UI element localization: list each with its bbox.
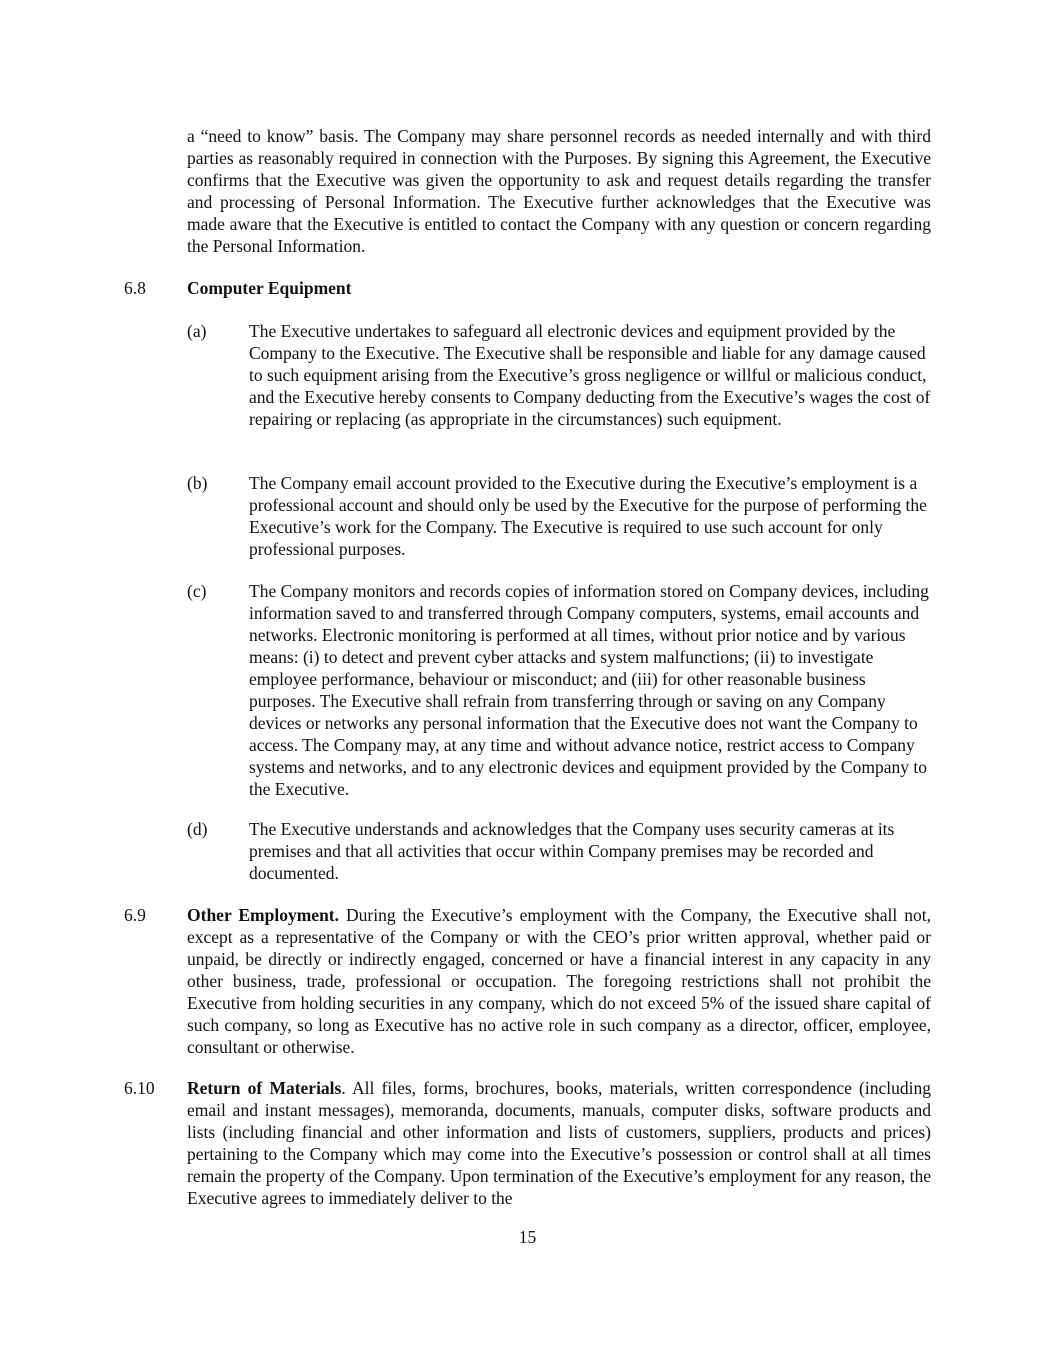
- item-label-b: (b): [187, 473, 208, 493]
- item-label-d: (d): [187, 819, 208, 839]
- section-heading-6-8: Computer Equipment: [187, 278, 352, 298]
- item-text-d: The Executive understands and acknowledges that the Company uses security cameras at its premises and that all activities that occur within Company premises may be recorded and documented.: [249, 819, 895, 883]
- section-paragraph-6-9: [187, 904, 931, 1058]
- section-paragraph-6-10: [187, 1077, 931, 1209]
- section-text-6-10: . All files, forms, brochures, books, materials, written correspondence (including email and instant messages), memoranda, documents, manuals, computer disks, software products and lists (including financial and other information and lists of customers, suppliers, products and prices) pertaining to the Company which may come into the Executive’s possession or control shall at all times remain the property of the Company. Upon termination of the Executive’s employment for any reason, the Executive agrees to immediately deliver to the: [187, 1078, 931, 1208]
- page-number: 15: [518, 1227, 537, 1247]
- item-text-a: The Executive undertakes to safeguard all electronic devices and equipment provided by the Company to the Executive. The Executive shall be responsible and liable for any damage caused to such equipment arising from the Executive’s gross negligence or willful or malicious conduct, and the Executive hereby consents to Company deducting from the Executive’s wages the cost of repairing or replacing (as appropriate in the circumstances) such equipment.: [249, 321, 931, 429]
- section-number-6-8: 6.8: [124, 278, 146, 298]
- section-heading-6-10: Return of Materials: [187, 1078, 342, 1098]
- item-text-c: The Company monitors and records copies of information stored on Company devices, including information saved to and transferred through Company computers, systems, email accounts and networks. Electronic monitoring is performed at all times, without prior notice and by various means: (i) to detect and prevent cyber attacks and system malfunctions; (ii) to investigate employee performance, behaviour or misconduct; and (iii) for other reasonable business purposes. The Executive shall refrain from transferring through or saving on any Company devices or networks any personal information that the Executive does not want the Company to access. The Company may, at any time and without advance notice, restrict access to Company systems and networks, and to any electronic devices and equipment provided by the Company to the Executive.: [249, 581, 929, 799]
- intro-paragraph: a “need to know” basis. The Company may share personnel records as needed internally and with third parties as reasonably required in connection with the Purposes. By signing this Agreement, the Executive confirms that the Executive was given the opportunity to ask and request details regarding the transfer and processing of Personal Information. The Executive further acknowledges that the Executive was made aware that the Executive is entitled to contact the Company with any question or concern regarding the Personal Information.: [187, 126, 931, 256]
- section-heading-6-9: Other Employment.: [187, 905, 340, 925]
- item-label-c: (c): [187, 581, 207, 601]
- item-text-b: The Company email account provided to the Executive during the Executive’s employment is a professional account and should only be used by the Executive for the purpose of performing the Executive’s work for the Company. The Executive is required to use such account for only professional purposes.: [249, 473, 927, 559]
- section-number-6-10: 6.10: [124, 1078, 155, 1098]
- section-text-6-9: During the Executive’s employment with the Company, the Executive shall not, except as a representative of the Company or with the CEO’s prior written approval, whether paid or unpaid, be directly or indirectly engaged, concerned or have a financial interest in any capacity in any other business, trade, professional or occupation. The foregoing restrictions shall not prohibit the Executive from holding securities in any company, which do not exceed 5% of the issued share capital of such company, so long as Executive has no active role in such company as a director, officer, employee, consultant or otherwise.: [187, 905, 931, 1057]
- item-label-a: (a): [187, 321, 207, 341]
- section-number-6-9: 6.9: [124, 905, 146, 925]
